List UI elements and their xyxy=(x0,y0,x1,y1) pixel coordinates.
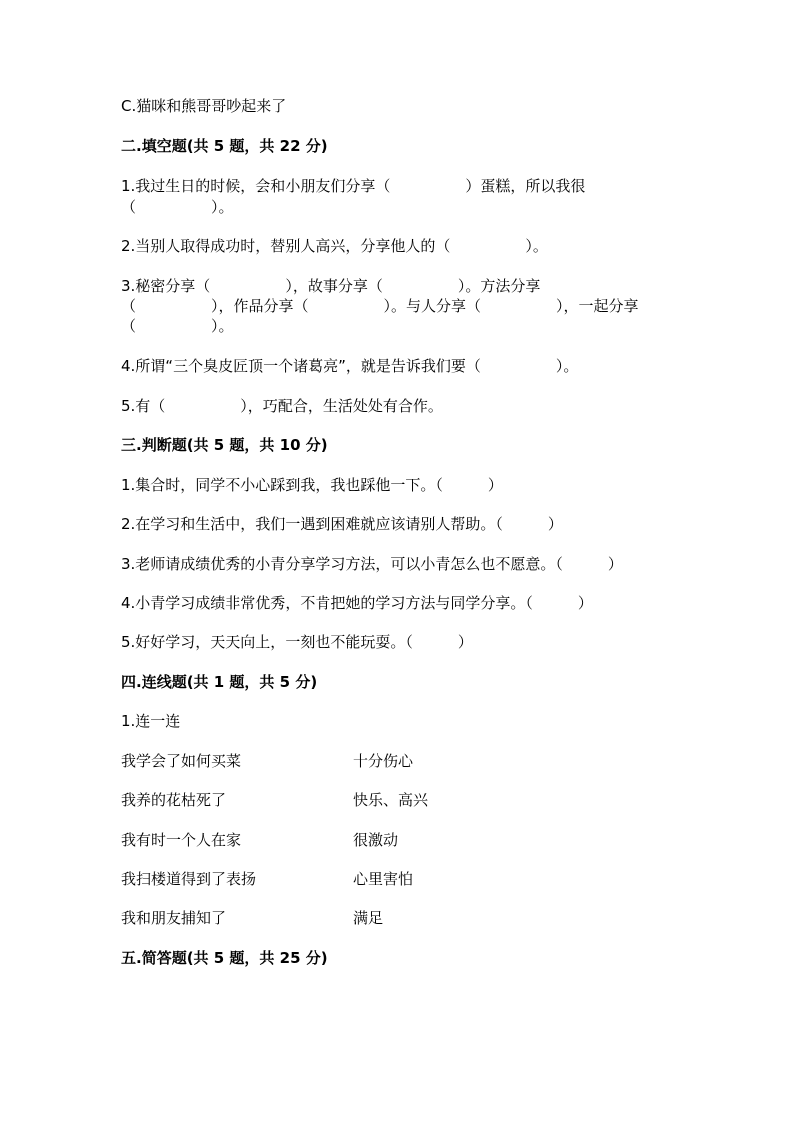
true-false-q2: 2.在学习和生活中，我们一遇到困难就应该请别人帮助。（ ） xyxy=(121,515,563,533)
match-left-item: 我有时一个人在家 xyxy=(121,831,242,849)
section-4-heading: 四.连线题(共 1 题，共 5 分) xyxy=(121,673,318,691)
fill-blank-q2: 2.当别人取得成功时，替别人高兴，分享他人的（ ）。 xyxy=(121,237,548,255)
fill-blank-q3-line1: 3.秘密分享（ ），故事分享（ ）。方法分享 xyxy=(121,277,541,295)
fill-blank-q1-line1: 1.我过生日的时候，会和小朋友们分享（ ）蛋糕，所以我很 xyxy=(121,177,586,195)
true-false-q1: 1.集合时，同学不小心踩到我，我也踩他一下。（ ） xyxy=(121,476,503,494)
fill-blank-q3-line2: （ ），作品分享（ ）。与人分享（ ），一起分享 xyxy=(121,297,639,315)
match-left-item: 我养的花枯死了 xyxy=(121,791,227,809)
true-false-q4: 4.小青学习成绩非常优秀，不肯把她的学习方法与同学分享。（ ） xyxy=(121,594,593,612)
match-right-item: 心里害怕 xyxy=(353,870,414,888)
match-left-item: 我扫楼道得到了表扬 xyxy=(121,870,257,888)
true-false-q5: 5.好好学习，天天向上，一刻也不能玩耍。（ ） xyxy=(121,633,473,651)
matching-q1: 1.连一连 xyxy=(121,712,181,730)
fill-blank-q1-line2: （ ）。 xyxy=(121,198,234,216)
fill-blank-q3-line3: （ ）。 xyxy=(121,317,234,335)
section-5-heading: 五.简答题(共 5 题，共 25 分) xyxy=(121,949,328,967)
match-right-item: 满足 xyxy=(353,909,384,927)
match-left-item: 我和朋友捕知了 xyxy=(121,909,227,927)
match-right-item: 十分伤心 xyxy=(353,752,414,770)
match-right-item: 很激动 xyxy=(353,831,399,849)
true-false-q3: 3.老师请成绩优秀的小青分享学习方法，可以小青怎么也不愿意。（ ） xyxy=(121,555,623,573)
previous-question-option-c: C.猫咪和熊哥哥吵起来了 xyxy=(121,97,287,115)
fill-blank-q4: 4.所谓“三个臭皮匠顶一个诸葛亮”，就是告诉我们要（ ）。 xyxy=(121,357,579,375)
section-3-heading: 三.判断题(共 5 题，共 10 分) xyxy=(121,436,328,454)
fill-blank-q5: 5.有（ ），巧配合，生活处处有合作。 xyxy=(121,397,443,415)
section-2-heading: 二.填空题(共 5 题，共 22 分) xyxy=(121,137,328,155)
match-left-item: 我学会了如何买菜 xyxy=(121,752,242,770)
match-right-item: 快乐、高兴 xyxy=(353,791,429,809)
